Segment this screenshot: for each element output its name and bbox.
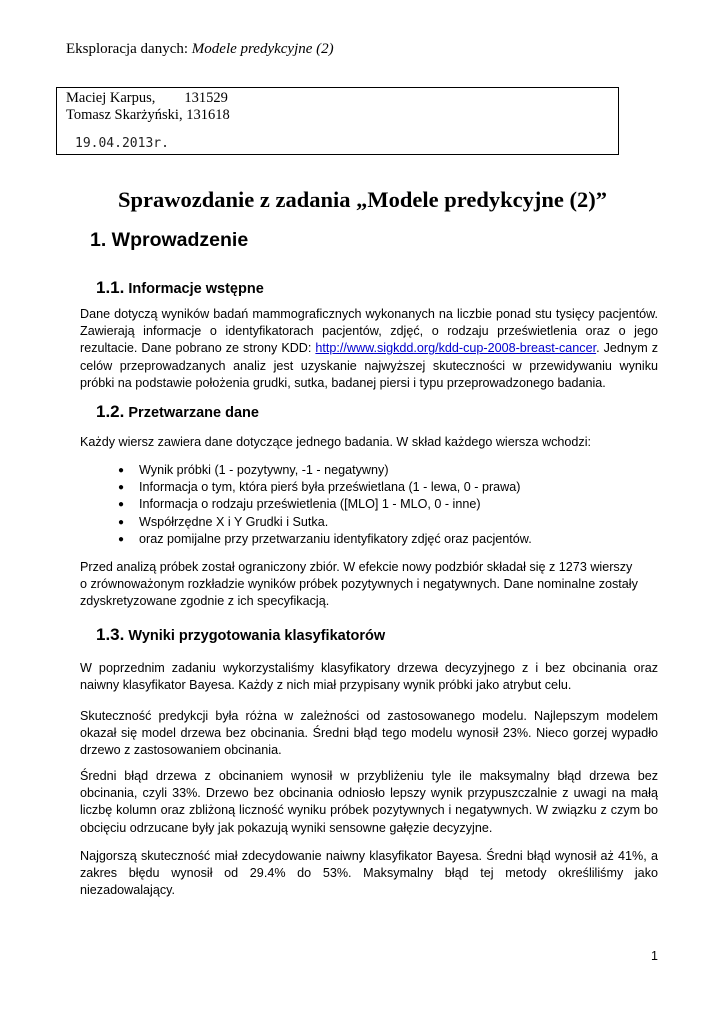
paragraph-skutecznosc: Skuteczność predykcji była różna w zależności od zastosowanego modelu. Najlepszym modelem okazał się model drzewa bez obcinania. Średni błąd tego modelu wynosił 23%. Nieco gorzej wypadło drzewo z zastosowaniem obcinania. (80, 709, 658, 758)
author-box (56, 87, 619, 155)
subsection-title: Informacje wstępne (128, 281, 264, 297)
subsection-title: Wyniki przygotowania klasyfikatorów (128, 628, 386, 644)
bullet-list (118, 462, 532, 548)
subsection-heading-1-3 (96, 625, 385, 645)
subsection-number: 1.2. (96, 402, 125, 421)
running-header-subject: Modele predykcyjne (2) (191, 41, 334, 57)
report-date: 19.04.2013r. (75, 136, 169, 151)
bullet-icon: ● (118, 465, 125, 476)
list-item (118, 514, 532, 531)
section-heading-1: 1. Wprowadzenie (90, 229, 249, 251)
paragraph-drzewo-obcinanie: Średni błąd drzewa z obcinaniem wynosił w przybliżeniu tyle ile maksymalny błąd drzewa bez obcinania, czyli 33%. Drzewo bez obcinania odniosło lepszy wynik przypuszczalnie z uwagi na małą liczbę kolumn oraz zbliżoną liczność wyniku próbek pozytywnych i negatywnych. W związku z czym bo obcięciu odrzucane były jak pokazują wyniki sensowne gałęzie decyzyjne. (80, 769, 658, 835)
kdd-link[interactable]: http://www.sigkdd.org/kdd-cup-2008-breast-cancer (315, 341, 597, 356)
list-item (118, 531, 532, 548)
paragraph-bayes: Najgorszą skuteczność miał zdecydowanie naiwny klasyfikator Bayesa. Średni błąd wynosił aż 41%, a zakres błędu wynosił od 29.4% do 53%. Maksymalny błąd tej metody określiliśmy jako niezadowalający. (80, 849, 658, 898)
bullet-icon: ● (118, 533, 125, 545)
paragraph-text: Dane dotyczą wyników badań mammograficznych wykonanych na liczbie ponad stu tysięcy pacjentów. Zawierają informacje o identyfikatorach pacjentów, zdjęć, o rodzaju prześwietlenia oraz o jego rezultacie. Dane pobrano ze strony KDD: (80, 307, 658, 356)
list-item (118, 496, 532, 513)
list-item-text: Wynik próbki (1 - pozytywny, -1 - negatywny) (139, 463, 389, 477)
list-item-text: Informacja o rodzaju prześwietlenia ([MLO] 1 - MLO, 0 - inne) (139, 497, 481, 512)
list-item-text: Informacja o tym, która pierś była prześwietlana (1 - lewa, 0 - prawa) (139, 480, 521, 495)
list-item (118, 479, 532, 496)
paragraph-podzbior: Przed analizą próbek został ograniczony zbiór. W efekcie nowy podzbiór składał się z 1273 wierszy o zrównoważonym rozkładzie wyników próbek pozytywnych i negatywnych. Dane nominalne zostały zdyskretyzowane zgodnie z ich specyfikacją. (80, 560, 638, 609)
bullet-icon: ● (118, 516, 125, 528)
list-item-text: oraz pomijalne przy przetwarzaniu identyfikatory zdjęć oraz pacjentów. (139, 531, 532, 546)
bullet-icon: ● (118, 482, 125, 494)
list-item (118, 462, 532, 479)
list-item-text: Współrzędne X i Y Grudki i Sutka. (139, 514, 329, 529)
paragraph-intro: Każdy wiersz zawiera dane dotyczące jednego badania. W skład każdego wiersza wchodzi: (80, 435, 592, 449)
subsection-number: 1.3. (96, 625, 125, 644)
author-line-1: Maciej Karpus, 131529 (66, 90, 228, 106)
paragraph-klasyfikatory: W poprzednim zadaniu wykorzystaliśmy klasyfikatory drzewa decyzyjnego z i bez obcinania oraz naiwny klasyfikator Bayesa. Każdy z nich miał przypisany wynik próbki jako atrybut celu. (80, 661, 658, 693)
subsection-title: Przetwarzane dane (128, 405, 259, 421)
subsection-heading-1-2 (96, 402, 259, 422)
document-title: Sprawozdanie z zadania „Modele predykcyjne (2)” (118, 187, 607, 212)
page-number: 1 (651, 949, 658, 963)
running-header-prefix: Eksploracja danych: (66, 41, 192, 57)
subsection-number: 1.1. (96, 278, 125, 297)
running-header (66, 41, 334, 58)
bullet-icon: ● (118, 499, 125, 511)
paragraph-informacje (80, 306, 658, 392)
subsection-heading-1-1 (96, 278, 264, 298)
author-line-2: Tomasz Skarżyński, 131618 (66, 107, 230, 123)
paragraph-text: . Jednym z celów przeprowadzanych analiz jest uzyskanie najwyższej skuteczności w przewidywaniu wyniku próbki na podstawie położenia grudki, sutka, badanej piersi i typu przeprowadzonego badania. (80, 341, 658, 390)
